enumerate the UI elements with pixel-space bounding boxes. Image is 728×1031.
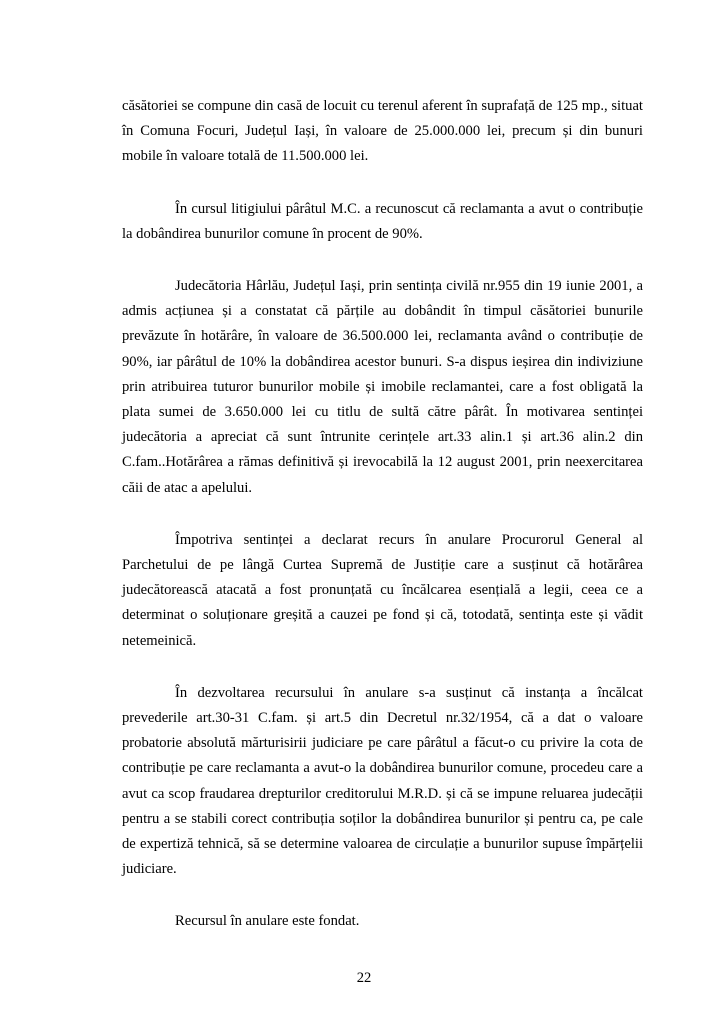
paragraph-court-ruling: Judecătoria Hârlău, Județul Iași, prin sentința civilă nr.955 din 19 iunie 2001, a admis acțiunea și a constatat că părțile au dobândit în timpul căsătoriei bunurile prevăzute în hotărâre, în valoare de 36.500.000 lei, reclamanta având o contribuție de 90%, iar pârâtul de 10% la dobândirea acestor bunuri. S-a dispus ieșirea din indiviziune prin atribuirea tuturor bunurilor mobile și imobile reclamantei, care a fost obligată la plata sumei de 3.650.000 lei cu titlu de sultă către pârât. În motivarea sentinței judecătoria a apreciat că sunt întrunite cerințele art.33 alin.1 și art.36 alin.2 din C.fam..Hotărârea a rămas definitivă și irevocabilă la 12 august 2001, prin neexercitarea căii de atac a apelului. xyxy=(122,278,643,496)
paragraph-annulment-appeal: Împotriva sentinței a declarat recurs în anulare Procurorul General al Parchetului de pe lângă Curtea Supremă de Justiție care a susținut că hotărârea judecătorească atacată a fost pronunțată cu încălcarea esențială a legii, ceea ce a determinat o soluționare greșită a cauzei pe fond și că, totodată, sentința este și vădit netemeinică. xyxy=(122,531,643,649)
paragraph-appeal-arguments: În dezvoltarea recursului în anulare s-a susținut că instanța a încălcat prevederile art.30-31 C.fam. și art.5 din Decretul nr.32/1954, că a dat o valoare probatorie absolută mărturisirii judiciare pe care pârâtul a făcut-o cu privire la cota de contribuție pe care reclamanta a avut-o la dobândirea bunurilor comune, procedeu care a avut ca scop fraudarea drepturilor creditorului M.R.D. și că se impune reluarea judecății pentru a se stabili corect contribuția soților la dobândirea bunurilor și pentru ca, pe cale de expertiză tehnică, să se determine valoarea de circulație a bunurilor supuse împărțelii judiciare. xyxy=(122,684,643,878)
paragraph-defendant-acknowledgement: În cursul litigiului pârâtul M.C. a recunoscut că reclamanta a avut o contribuție la dobândirea bunurilor comune în procent de 90%. xyxy=(122,200,643,242)
page-number: 22 xyxy=(356,970,372,986)
paragraph-conclusion: Recursul în anulare este fondat. xyxy=(175,913,360,930)
document-body xyxy=(122,94,643,962)
paragraph-continuation: căsătoriei se compune din casă de locuit cu terenul aferent în suprafață de 125 mp., situat în Comuna Focuri, Județul Iași, în valoare de 25.000.000 lei, precum și din bunuri mobile în valoare totală de 11.500.000 lei. xyxy=(122,98,643,165)
